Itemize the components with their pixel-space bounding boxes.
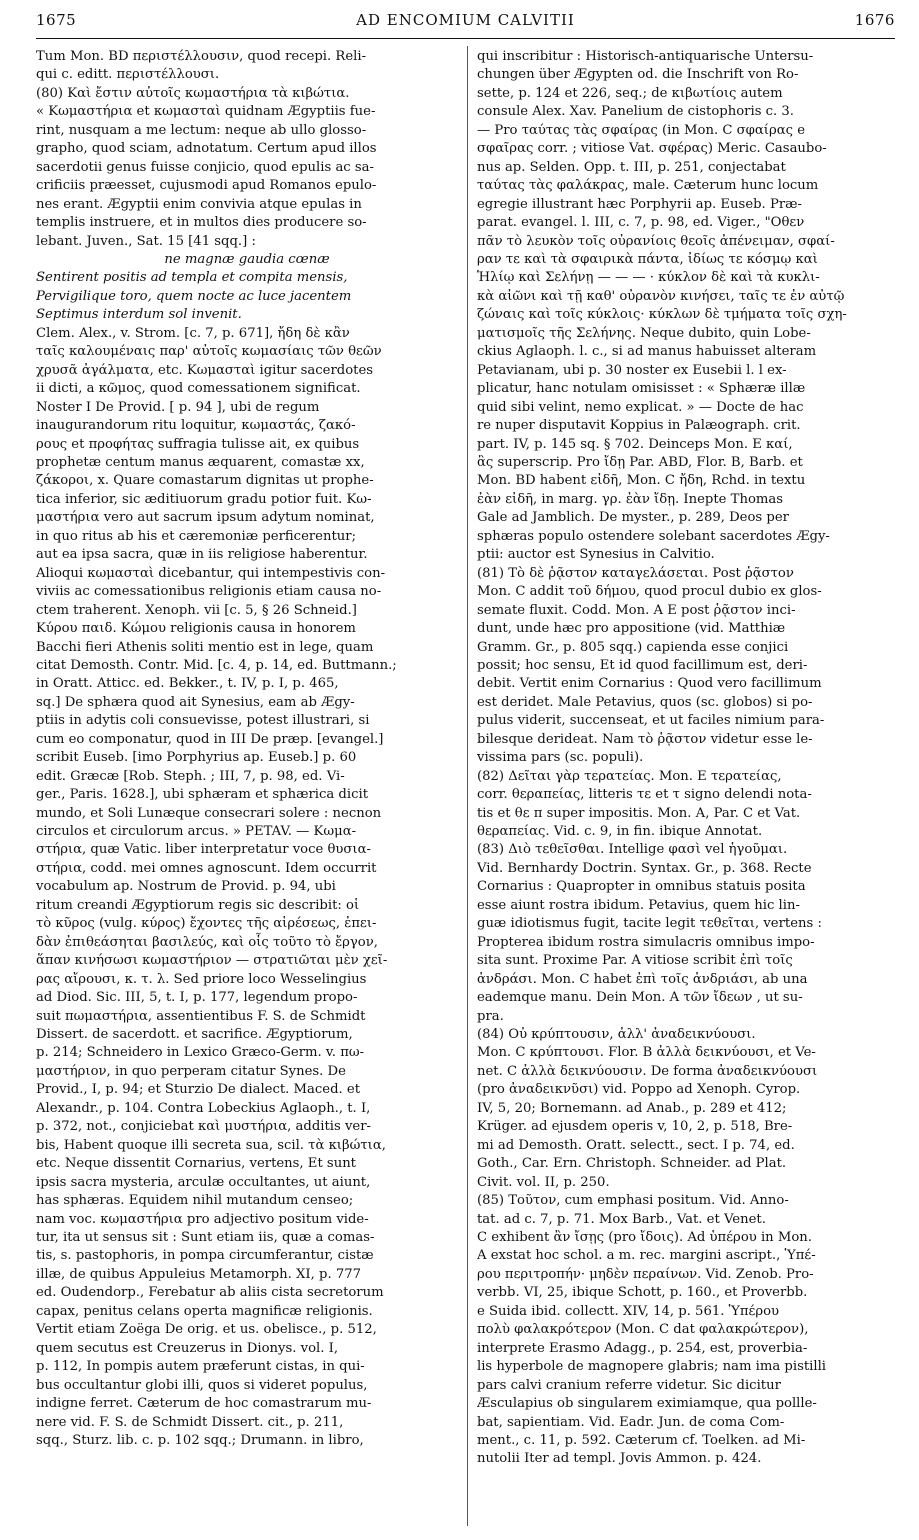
text-line: IV, 5, 20; Bornemann. ad Anab., p. 289 et 412; [477, 1100, 787, 1116]
right-column [477, 48, 895, 1526]
text-line: rint, nusquam a me lectum: neque ab ullo glosso- [36, 122, 367, 138]
text-line: Dissert. de sacerdott. et sacrifice. Ægyptiorum, [36, 1027, 353, 1043]
text-line: μαστήριον, in quo perperam citatur Synes. De [36, 1063, 346, 1079]
text-line: ματισμοῖς τῆς Σελήνης. Neque dubito, quin Lobe- [477, 325, 811, 341]
text-line: bus occultantur globi illi, quos si videret populus, [36, 1377, 368, 1393]
text-line: ptii: auctor est Synesius in Calvitio. [477, 547, 715, 563]
text-line: aut ea ipsa sacra, quæ in iis religiose haberentur. [36, 547, 368, 563]
text-line: sita sunt. Proxime Par. A vitiose scribit ἐπὶ τοῖς [477, 953, 793, 969]
text-line: (81) Τὸ δὲ ῥᾷστον καταγελάσεται. Post ῥᾷστον [477, 565, 794, 581]
text-line: egregie illustrant hæc Porphyrii ap. Euseb. Præ- [477, 196, 802, 212]
text-line: illæ, de quibus Appuleius Metamorph. XI, p. 777 [36, 1266, 362, 1282]
text-line: sq.] De sphæra quod ait Synesius, eam ab Ægy- [36, 694, 355, 710]
text-line: mi ad Demosth. Oratt. selectt., sect. I p. 74, ed. [477, 1137, 795, 1153]
text-line: Pervigilique toro, quem nocte ac luce jacentem [36, 288, 352, 304]
text-line: ραν τε καὶ τὰ σφαιρικὰ πάντα, ἰδίως τε κόσμῳ καὶ [477, 251, 818, 267]
text-line: Ἡλίῳ καὶ Σελήνῃ — — — · κύκλον δὲ καὶ τὰ κυκλι- [477, 270, 820, 286]
text-line: guæ idiotismus fugit, tacite legit τεθεῖται, vertens : [477, 916, 822, 932]
text-line: pars calvi cranium referre videtur. Sic dicitur [477, 1377, 781, 1393]
text-line: ἃς superscrip. Pro ἴδῃ Par. ABD, Flor. B, Barb. et [477, 454, 803, 470]
text-line: semate fluxit. Codd. Mon. A E post ῥᾷστον inci- [477, 602, 796, 618]
text-line: Petavianam, ubi p. 30 noster ex Eusebii l. l ex- [477, 362, 787, 378]
text-line: lis hyperbole de magnopere glabris; nam ima pistilli [477, 1359, 827, 1375]
text-line: possit; hoc sensu, Et id quod facillimum est, deri- [477, 657, 808, 673]
text-line: edit. Græcæ [Rob. Steph. ; III, 7, p. 98, ed. Vi- [36, 768, 345, 784]
text-line: θεραπείας. Vid. c. 9, in fin. ibique Annotat. [477, 824, 763, 840]
text-line: ἅπαν κινήσωσι κωμαστήριον — στρατιῶται μὲν χεῖ- [36, 953, 388, 969]
text-line: Cornarius : Quapropter in omnibus statuis posita [477, 879, 806, 895]
text-line: C exhibent ἂν ἴσῃς (pro ἴδοις). Ad ὑπέρου in Mon. [477, 1230, 812, 1245]
text-line: interprete Erasmo Adagg., p. 254, est, proverbia- [477, 1340, 808, 1356]
text-line: Gramm. Gr., p. 805 sqq.) capienda esse conjici [477, 639, 789, 655]
text-line: has sphæras. Equidem nihil mutandum censeo; [36, 1193, 354, 1209]
text-line: crificiis præesset, cujusmodi apud Romanos epulo- [36, 178, 377, 194]
page-number-right: 1676 [854, 11, 895, 29]
text-line: (85) Τοῦτον, cum emphasi positum. Vid. Anno- [477, 1193, 789, 1209]
text-line: sphæras populo ostendere solebant sacerdotes Ægy- [477, 528, 830, 544]
text-line: ritum creandi Ægyptiorum regis sic describit: οἱ [36, 897, 360, 913]
text-line: Gale ad Jamblich. De myster., p. 289, Deos per [477, 510, 789, 526]
text-line: (83) Διὸ τεθεῖσθαι. Intellige φασὶ vel ἡγοῦμαι. [477, 842, 788, 858]
text-line: quem secutus est Creuzerus in Dionys. vol. I, [36, 1340, 339, 1356]
text-line: p. 214; Schneidero in Lexico Græco-Germ. v. πω- [36, 1045, 365, 1061]
text-line: etc. Neque dissentit Cornarius, vertens, Et sunt [36, 1156, 356, 1172]
text-line: parat. evangel. l. III, c. 7, p. 98, ed. Viger., "Οθεν [477, 215, 805, 231]
text-line: bat, sapientiam. Vid. Eadr. Jun. de coma Com- [477, 1414, 785, 1430]
left-column [36, 48, 458, 1526]
text-line: consule Alex. Xav. Panelium de cistophoris c. 3. [477, 104, 795, 120]
page-number-left: 1675 [36, 11, 77, 29]
text-line: ed. Oudendorp., Ferebatur ab aliis cista secretorum [36, 1285, 384, 1301]
text-line: στήρια, codd. mei omnes agnoscunt. Idem occurrit [36, 860, 377, 876]
text-line: ment., c. 11, p. 592. Cæterum cf. Toelken. ad Mi- [477, 1432, 806, 1448]
text-line: capax, penitus celans operta magnificæ religionis. [36, 1303, 373, 1319]
text-line: πολὺ φαλακρότερον (Mon. C dat φαλακρώτερον), [477, 1322, 809, 1338]
text-line: mundo, et Soli Lunæque consecrari solere : necnon [36, 805, 382, 821]
text-line: part. IV, p. 145 sq. § 702. Deinceps Mon. E καί, [477, 436, 793, 452]
text-line: (80) Καὶ ἔστιν αὐτοῖς κωμαστήρια τὰ κιβώτια. [36, 85, 350, 101]
text-line: Goth., Car. Ern. Christoph. Schneider. ad Plat. [477, 1156, 787, 1172]
text-line: Mon. BD habent εἰδῆ, Mon. C ἤδη, Rchd. in textu [477, 473, 806, 489]
text-line: ζώναις καὶ τοῖς κύκλοις· κύκλων δὲ τμήματα τοῖς σχη- [477, 307, 847, 323]
text-line: ταῖς καλουμέναις παρ' αὐτοῖς κωμασίαις τῶν θεῶν [36, 344, 382, 360]
text-line: δὰν ἐπιθεάσηται βασιλεύς, καὶ οἷς τοῦτο τὸ ἔργον, [36, 934, 378, 950]
text-line: Mon. C addit τοῦ δήμου, quod procul dubio ex glos- [477, 584, 822, 600]
text-line: Sentirent positis ad templa et compita mensis, [36, 270, 348, 286]
text-line: tica inferior, sic æditiuorum gradu potior fuit. Κω- [36, 491, 372, 507]
text-line: Æsculapius ob singularem eximiamque, qua pollle- [477, 1396, 817, 1412]
text-line: ne magnæ gaudia cœnæ [164, 251, 330, 267]
text-line: Propterea ibidum rostra simulacris omnibus impo- [477, 934, 815, 950]
text-line: plicatur, hanc notulam omisisset : « Sphæræ illæ [477, 381, 806, 397]
text-line: indigne ferret. Cæterum de hoc comastrarum mu- [36, 1396, 372, 1412]
text-line: nam voc. κωμαστήρια pro adjectivo positum vide- [36, 1211, 369, 1227]
running-header [36, 6, 895, 34]
text-line: sacerdotii genus fuisse conjicio, quod epulis ac sa- [36, 159, 374, 175]
text-line: tis et θε π super impositis. Mon. A, Par. C et Vat. [477, 805, 801, 821]
text-line: Vertit etiam Zoëga De orig. et us. obelisce., p. 512, [36, 1322, 377, 1338]
text-line: ζάκοροι, x. Quare comastarum dignitas ut prophe- [36, 473, 374, 489]
text-line: μαστήρια vero aut sacrum ipsum adytum nominat, [36, 510, 375, 526]
text-line: chungen über Ægypten od. die Inschrift von Ro- [477, 67, 799, 83]
text-line: debit. Vertit enim Cornarius : Quod vero facillimum [477, 676, 822, 692]
text-line: Tum Mon. BD περιστέλλουσιν, quod recepi. Reli- [36, 49, 367, 64]
text-line: scribit Euseb. [imo Porphyrius ap. Euseb.] p. 60 [36, 750, 357, 766]
text-line: eademque manu. Dein Mon. A τῶν ἴδεων , ut su- [477, 990, 803, 1006]
text-line: esse aiunt rostra ibidum. Petavius, quem hic lin- [477, 897, 800, 913]
text-line: ipsis sacra mysteria, arculæ occultantes, ut aiunt, [36, 1174, 371, 1190]
text-line: ρας αἴρουσι, κ. τ. λ. Sed priore loco Wesselingius [36, 971, 367, 987]
text-line: in Oratt. Atticc. ed. Bekker., t. IV, p. I, p. 465, [36, 676, 339, 692]
text-line: nus ap. Selden. Opp. t. III, p. 251, conjectabat [477, 159, 786, 175]
text-line: vocabulum ap. Nostrum de Provid. p. 94, ubi [36, 879, 336, 895]
text-line: e Suida ibid. collectt. XIV, 14, p. 561. Ὑπέρου [477, 1303, 780, 1319]
text-line: grapho, quod sciam, adnotatum. Certum apud illos [36, 141, 377, 157]
text-line: ρου περιτροπήν· μηδὲν περαίνων. Vid. Zenob. Pro- [477, 1266, 814, 1282]
text-line: ταύτας τὰς φαλάκρας, male. Cæterum hunc locum [477, 178, 819, 194]
text-line: ad Diod. Sic. III, 5, t. I, p. 177, legendum propo- [36, 990, 358, 1006]
text-line: (82) Δεῖται γὰρ τερατείας. Mon. E τερατείας, [477, 768, 782, 784]
text-line: pra. [477, 1008, 504, 1024]
text-line: Vid. Bernhardy Doctrin. Syntax. Gr., p. 368. Recte [477, 860, 812, 876]
text-line: vissima pars (sc. populi). [477, 750, 644, 766]
text-line: circulos et circulorum arcus. » PETAV. — Κωμα- [36, 824, 357, 840]
text-line: Bacchi fieri Athenis soliti mentio est in lege, quam [36, 639, 374, 655]
text-line: citat Demosth. Contr. Mid. [c. 4, p. 14, ed. Buttmann.; [36, 657, 397, 673]
text-line: Alioqui κωμασταὶ dicebantur, qui intempestivis con- [36, 565, 386, 581]
text-line: p. 372, not., conjiciebat καὶ μυστήρια, additis ver- [36, 1119, 371, 1135]
text-line: ρους et προφήτας suffragia tulisse ait, ex quibus [36, 436, 360, 452]
text-line: tis, s. pastophoris, in pompa circumferantur, cistæ [36, 1248, 374, 1264]
text-line: lebant. Juven., Sat. 15 [41 sqq.] : [36, 233, 256, 249]
running-title: AD ENCOMIUM CALVITII [356, 11, 575, 29]
header-rule [36, 38, 895, 39]
text-line: (84) Οὐ κρύπτουσιν, ἀλλ' ἀναδεικνύουσι. [477, 1027, 756, 1043]
text-line: viviis ac comessationibus religionis etiam causa no- [36, 584, 382, 600]
text-line: bis, Habent quoque illi secreta sua, scil. τὰ κιβώτια, [36, 1137, 386, 1153]
text-line: Clem. Alex., v. Strom. [c. 7, p. 671], ἤδη δὲ κἂν [36, 325, 350, 341]
text-line: tur, ita ut sensus sit : Sunt etiam iis, quæ a comas- [36, 1230, 375, 1245]
text-line: bilesque derideat. Nam τὸ ῥᾷστον videtur esse le- [477, 731, 813, 747]
text-line: τὸ κῦρος (vulg. κύρος) ἔχοντες τῆς αἱρέσεως, ἐπει- [36, 916, 377, 932]
text-line: — Pro ταύτας τὰς σφαίρας (in Mon. C σφαίρας e [477, 122, 806, 138]
text-line: prophetæ centum manus æquarent, comastæ xx, [36, 454, 365, 470]
text-line: templis instruere, et in multos dies producere so- [36, 215, 367, 231]
text-line: πᾶν τὸ λευκὸν τοῖς οὐρανίοις θεοῖς ἀπένειμαν, σφαί- [477, 233, 835, 249]
text-line: corr. θεραπείας, litteris τε et τ signo delendi nota- [477, 787, 812, 803]
text-line: Provid., I, p. 94; et Sturzio De dialect. Maced. et [36, 1082, 361, 1098]
text-line: verbb. VI, 25, ibique Schott, p. 160., et Proverbb. [477, 1285, 808, 1301]
text-line: ἀνδράσι. Mon. C habet ἐπὶ τοῖς ἀνδριάσι, ab una [477, 971, 808, 987]
text-line: pulus viderit, succenseat, et ut faciles nimium para- [477, 713, 825, 729]
text-line: ckius Aglaoph. l. c., si ad manus habuisset alteram [477, 344, 817, 360]
text-line: nutolii Iter ad templ. Jovis Ammon. p. 424. [477, 1451, 762, 1467]
text-line: quid sibi velint, nemo explicat. » — Docte de hac [477, 399, 804, 415]
text-line: re nuper disputavit Koppius in Palæograph. crit. [477, 418, 801, 434]
text-line: tat. ad c. 7, p. 71. Mox Barb., Vat. et Venet. [477, 1211, 766, 1227]
column-divider [467, 46, 468, 1526]
text-line: κὰ αἰῶνι καὶ τῇ καθ' οὐρανὸν κινήσει, ταῖς τε ἐν αὐτῷ [477, 288, 845, 304]
text-line: dunt, unde hæc pro appositione (vid. Matthiæ [477, 621, 786, 637]
text-line: Alexandr., p. 104. Contra Lobeckius Aglaoph., t. I, [36, 1100, 371, 1116]
text-line: ptiis in adytis coli consuevisse, potest illustrari, si [36, 713, 370, 729]
text-line: Mon. C κρύπτουσι. Flor. B ἀλλὰ δεικνύουσι, et Ve- [477, 1045, 816, 1061]
text-line: Civit. vol. II, p. 250. [477, 1174, 610, 1190]
text-line: nes erant. Ægyptii enim convivia atque epulas in [36, 196, 362, 212]
text-line: inaugurandorum ritu loquitur, κωμαστάς, ζακό- [36, 418, 356, 434]
text-line: « Κωμαστήρια et κωμασταὶ quidnam Ægyptiis fue- [36, 104, 376, 120]
text-line: in quo ritus ab his et cæremoniæ perficerentur; [36, 528, 357, 544]
text-line: est deridet. Male Petavius, quos (sc. globos) si po- [477, 694, 813, 710]
text-line: ger., Paris. 1628.], ubi sphæram et sphærica dicit [36, 787, 368, 803]
text-line: sqq., Sturz. lib. c. p. 102 sqq.; Drumann. in libro, [36, 1432, 364, 1448]
text-line: (pro ἀναδεικνῦσι) vid. Poppo ad Xenoph. Cyrop. [477, 1082, 801, 1098]
text-line: qui c. editt. περιστέλλουσι. [36, 67, 220, 83]
text-line: Κύρου παιδ. Κώμου religionis causa in honorem [36, 621, 356, 637]
text-line: suit πωμαστήρια, assentientibus F. S. de Schmidt [36, 1008, 366, 1024]
text-line: sette, p. 124 et 226, seq.; de κιβωτίοις autem [477, 85, 783, 101]
text-line: net. C ἀλλὰ δεικνύουσιν. De forma ἀναδεικνύουσι [477, 1063, 818, 1079]
text-line: Noster I De Provid. [ p. 94 ], ubi de regum [36, 399, 320, 415]
text-line: nere vid. F. S. de Schmidt Dissert. cit., p. 211, [36, 1414, 344, 1430]
text-line: ctem traherent. Xenoph. vii [c. 5, § 26 Schneid.] [36, 602, 357, 618]
text-line: σφαῖρας corr. ; vitiose Vat. σφέρας) Meric. Casaubo- [477, 141, 827, 157]
text-line: χρυσᾶ ἀγάλματα, etc. Κωμασταὶ igitur sacerdotes [36, 362, 374, 378]
text-line: A exstat hoc schol. a m. rec. margini ascript., Ὑπέ- [477, 1248, 816, 1264]
text-line: Krüger. ad ejusdem operis v, 10, 2, p. 518, Bre- [477, 1119, 793, 1135]
text-line: στήρια, quæ Vatic. liber interpretatur voce θυσια- [36, 842, 371, 858]
text-line: cum eo componatur, quod in III De præp. [evangel.] [36, 731, 384, 747]
text-line: Septimus interdum sol invenit. [36, 307, 242, 323]
text-line: ἐὰν εἰδῆ, in marg. γρ. ἐὰν ἴδῃ. Inepte Thomas [477, 491, 784, 507]
text-line: qui inscribitur : Historisch-antiquarische Untersu- [477, 49, 814, 64]
text-line: p. 112, In pompis autem præferunt cistas, in qui- [36, 1359, 365, 1375]
text-line: ii dicti, a κῶμος, quod comessationem significat. [36, 381, 361, 397]
